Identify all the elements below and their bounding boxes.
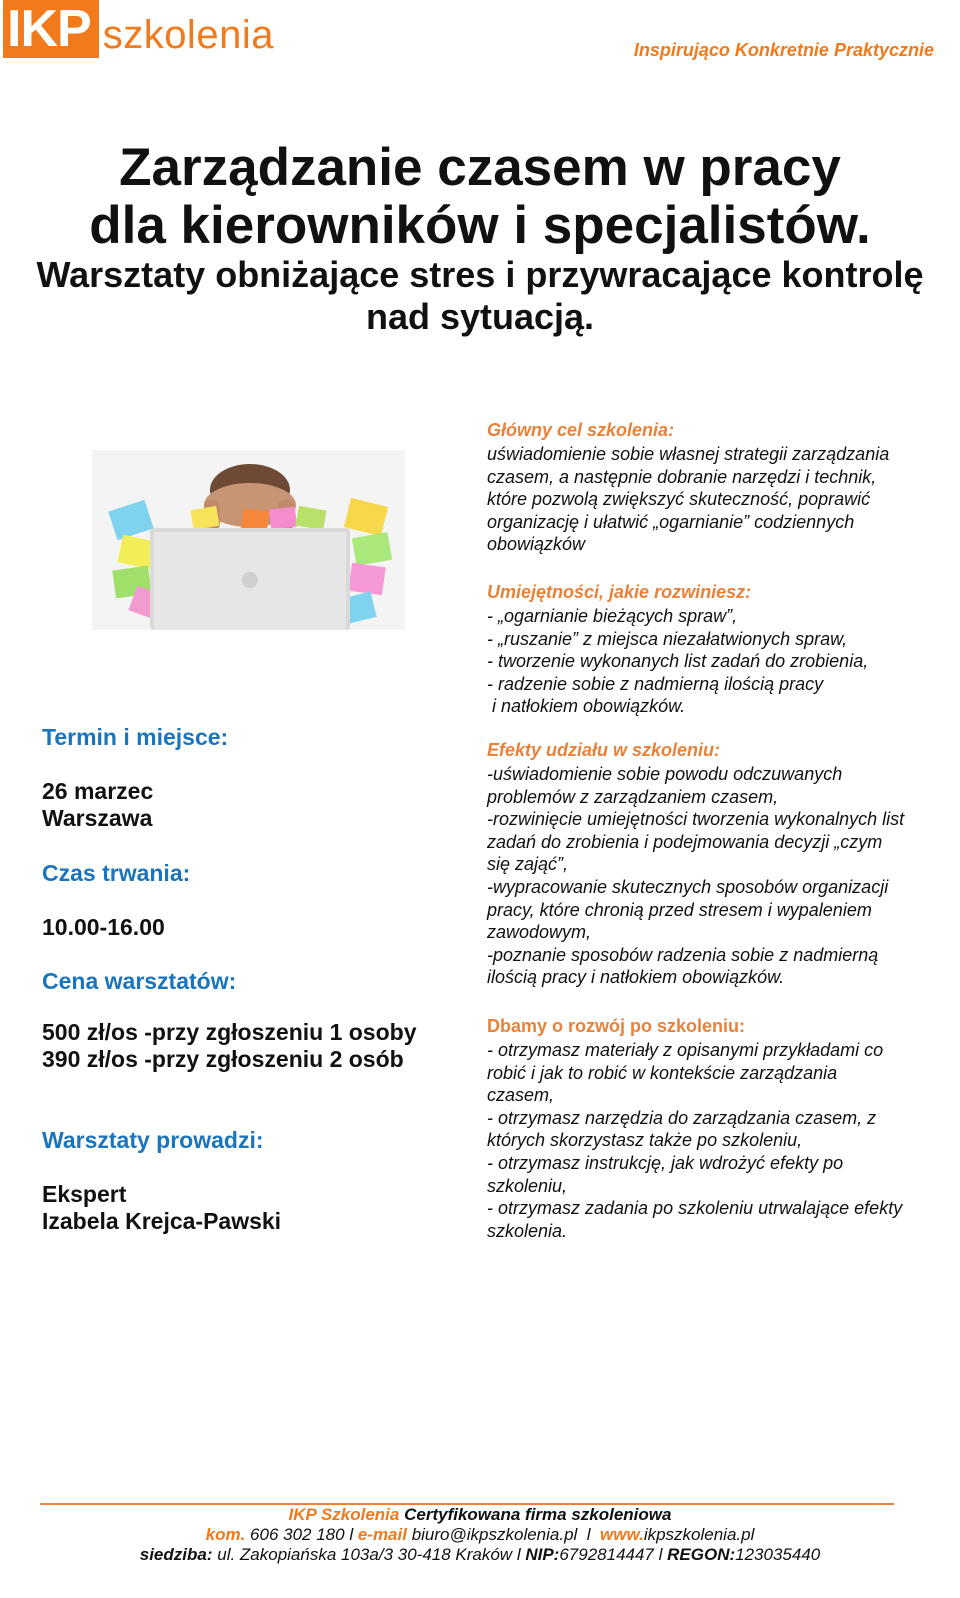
trainer-heading: Warsztaty prowadzi: <box>42 1127 264 1153</box>
effects-line: -rozwinięcie umiejętności tworzenia wykonalnych list <box>487 809 905 830</box>
skills-item: i natłokiem obowiązków. <box>487 696 686 717</box>
footer-www-label: www. <box>600 1525 644 1544</box>
footer-separator: l <box>586 1525 591 1544</box>
place-value: Warszawa <box>42 805 153 831</box>
effects-line: pracy, które chronią przed stresem i wypaleniem <box>487 899 872 920</box>
goal-line: obowiązków <box>487 534 586 555</box>
care-line: - otrzymasz instrukcję, jak wdrożyć efekty po <box>487 1152 844 1173</box>
effects-line: -poznanie sposobów radzenia sobie z nadmierną <box>487 944 879 965</box>
effects-line: problemów z zarządzaniem czasem, <box>487 786 779 807</box>
logo-mark: IKP <box>3 0 99 58</box>
logo-text: szkolenia <box>102 13 274 57</box>
skills-item: - tworzenie wykonanych list zadań do zrobienia, <box>487 651 869 672</box>
care-heading: Dbamy o rozwój po szkoleniu: <box>487 1016 746 1036</box>
page-subtitle-line2: nad sytuacją. <box>365 296 595 337</box>
footer-phone-label: kom. <box>205 1525 246 1544</box>
footer-nip-label: NIP: <box>525 1545 560 1564</box>
care-line: robić i jak to robić w kontekście zarządzania <box>487 1062 838 1083</box>
footer-address: ul. Zakopiańska 103a/3 30-418 Kraków <box>217 1545 513 1564</box>
care-line: - otrzymasz materiały z opisanymi przykładami co <box>487 1040 884 1060</box>
footer-separator: l <box>349 1525 354 1544</box>
trainer-role: Ekspert <box>42 1181 127 1207</box>
care-line: czasem, <box>487 1085 555 1106</box>
goal-line: uświadomienie sobie własnej strategii zarządzania <box>487 444 890 464</box>
footer-address-line <box>0 1545 960 1565</box>
page-title-line2: dla kierowników i specjalistów. <box>89 196 871 255</box>
footer-separator: l <box>516 1545 521 1564</box>
care-line: szkoleniu, <box>487 1175 568 1196</box>
footer-regon: 123035440 <box>735 1545 821 1564</box>
effects-line: -uświadomienie sobie powodu odczuwanych <box>487 764 843 784</box>
care-line: których skorzystasz także po szkoleniu, <box>487 1130 803 1151</box>
goal-heading: Główny cel szkolenia: <box>487 420 675 440</box>
page-title-line1: Zarządzanie czasem w pracy <box>119 138 841 197</box>
price-heading: Cena warsztatów: <box>42 968 237 994</box>
skills-list <box>487 605 947 718</box>
care-list <box>487 1039 947 1242</box>
goal-line: które pozwolą zwiększyć skuteczność, poprawić <box>487 489 871 510</box>
trainer-name: Izabela Krejca-Pawski <box>42 1208 282 1234</box>
skills-item: - radzenie sobie z nadmierną ilością pracy <box>487 673 824 694</box>
skills-heading: Umiejętności, jakie rozwiniesz: <box>487 582 752 602</box>
tagline: Inspirująco Konkretnie Praktycznie <box>633 40 934 60</box>
care-line: szkolenia. <box>487 1220 568 1241</box>
footer-contact-line <box>0 1525 960 1545</box>
price-line-1: 500 zł/os -przy zgłoszeniu 1 osoby <box>42 1019 417 1045</box>
effects-line: -wypracowanie skutecznych sposobów organizacji <box>487 876 889 897</box>
footer-email-link[interactable]: biuro@ikpszkolenia.pl <box>411 1525 578 1544</box>
stressed-worker-photo <box>92 450 405 630</box>
date-value: 26 marzec <box>42 778 154 804</box>
page-subtitle-line1: Warsztaty obniżające stres i przywracające kontrolę <box>36 254 924 295</box>
skills-item: - „ruszanie” z miejsca niezałatwionych spraw, <box>487 628 848 649</box>
footer-company-line <box>0 1505 960 1525</box>
footer-email-label: e-mail <box>357 1525 407 1544</box>
effects-line: się zająć”, <box>487 854 569 875</box>
effects-list <box>487 763 947 989</box>
care-line: - otrzymasz narzędzia do zarządzania czasem, z <box>487 1107 877 1128</box>
footer-phone[interactable]: 606 302 180 <box>250 1525 345 1544</box>
footer-company: IKP Szkolenia <box>288 1505 400 1524</box>
goal-line: organizację i ułatwić „ogarnianie” codziennych <box>487 511 855 532</box>
duration-heading: Czas trwania: <box>42 860 191 886</box>
footer-seat-label: siedziba: <box>139 1545 213 1564</box>
effects-line: ilością pracy i natłokiem obowiązków. <box>487 967 785 988</box>
date-heading: Termin i miejsce: <box>42 724 229 750</box>
footer-regon-label: REGON: <box>667 1545 736 1564</box>
footer-separator: l <box>658 1545 663 1564</box>
footer-company-desc: Certyfikowana firma szkoleniowa <box>404 1505 672 1524</box>
goal-text <box>487 443 947 556</box>
footer-nip: 6792814447 <box>559 1545 654 1564</box>
duration-value: 10.00-16.00 <box>42 914 165 940</box>
effects-heading: Efekty udziału w szkoleniu: <box>487 740 721 760</box>
logo <box>3 0 274 58</box>
effects-line: zawodowym, <box>487 922 592 943</box>
care-line: - otrzymasz zadania po szkoleniu utrwalające efekty <box>487 1198 903 1219</box>
skills-item: - „ogarnianie bieżących spraw”, <box>487 606 738 626</box>
goal-line: czasem, a następnie dobranie narzędzi i technik, <box>487 466 877 487</box>
effects-line: zadań do zrobienia i podejmowania decyzji „czym <box>487 831 883 852</box>
price-line-2: 390 zł/os -przy zgłoszeniu 2 osób <box>42 1046 404 1072</box>
footer-www-link[interactable]: ikpszkolenia.pl <box>643 1525 755 1544</box>
